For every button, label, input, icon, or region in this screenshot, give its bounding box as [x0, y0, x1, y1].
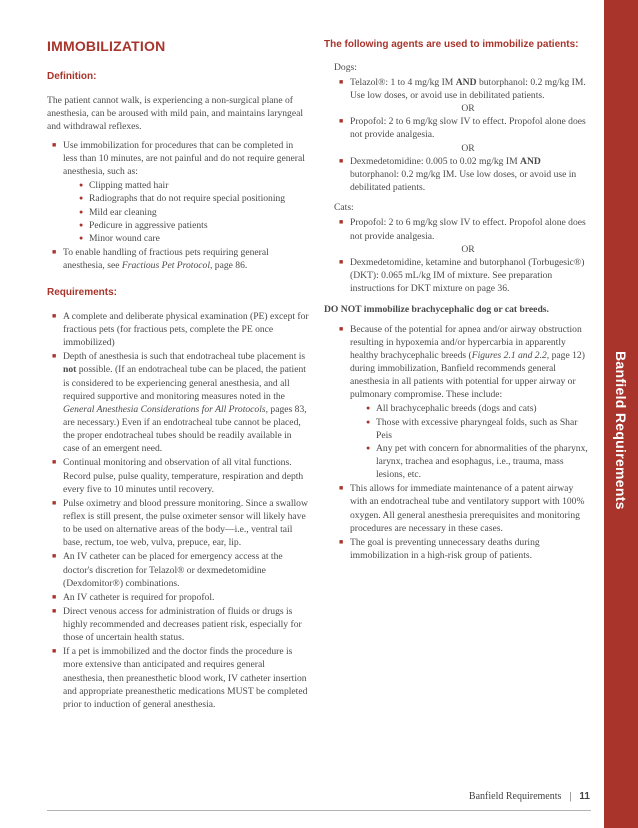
right-column: [324, 30, 588, 563]
requirements-list: [47, 310, 309, 711]
use-intro-item: [47, 139, 309, 245]
req-depth: ■ Depth of anesthesia is such that endotracheal tube placement is not possible. (If an endotracheal tube can be placed, the patient is considered to be experiencing general anesthesia, and all required supportive and monitoring measures noted in the General Anesthesia Considerations for All Protocols, pages 83, are necessary.) Even if an endotracheal tube cannot be placed, the proper endotracheal tubes should be readily available in case of an emergent need.: [47, 350, 309, 455]
definition-heading: Definition:: [47, 71, 97, 82]
brachy-items: [364, 402, 588, 481]
figures-ref: Figures 2.1 and 2.2: [471, 349, 547, 361]
procedure-item: ● Mild ear cleaning: [77, 206, 309, 219]
cat-agents-list: [334, 216, 588, 242]
req-iv-propofol: ■ An IV catheter is required for propofol.: [47, 591, 309, 604]
brachy-reason: ■ Because of the potential for apnea and/or airway obstruction resulting in hypoxemia and/or hypercarbia in apparently healthy brachycephalic breeds (Figures 2.1 and 2.2, page 12) during immobilization, Banfield recommends general anesthesia in all patients with potential for upper airway or pulmonary compromise. These include: ● All brachycephalic breeds (dogs and cats) ● Those with excessive pharyngeal folds, such as Shar Peis ● Any pet with concern for abnormalities of the pharynx, larynx, trachea and esophagus, i.e., trauma, mass lesions, etc.: [334, 323, 588, 482]
req-extensive: ■ If a pet is immobilized and the doctor finds the procedure is more extensive than anticipated and requires general anesthesia, then preanesthetic blood work, IV catheter insertion and appropriate preanesthetic medications MUST be completed prior to induction of general anesthesia.: [47, 645, 309, 711]
dog-telazol: ■ Telazol®: 1 to 4 mg/kg IM AND butorphanol: 0.2 mg/kg IM. Use low doses, or avoid use in debilitated patients.: [334, 76, 588, 102]
page-title: IMMOBILIZATION: [47, 38, 166, 54]
req-iv: ■ An IV catheter can be placed for emergency access at the doctor's discretion for Telazol® or dexmedetomidine (Dexdomitor®) combinations.: [47, 550, 309, 589]
cat-dkt: ■ Dexmedetomidine, ketamine and butorphanol (Torbugesic®) (DKT): 0.065 mL/kg IM of mixture. See preparation instructions for DKT mixture on page 36.: [334, 256, 588, 295]
brachy-item: ● All brachycephalic breeds (dogs and cats): [364, 402, 588, 415]
footer-separator: |: [569, 791, 572, 802]
dog-agents-list: [334, 76, 588, 102]
footer-text: Banfield Requirements: [468, 791, 562, 802]
side-tab: [604, 0, 638, 828]
req-pe: ■ A complete and deliberate physical examination (PE) except for fractious pets (for fractious pets, complete the PE once immobilized): [47, 310, 309, 349]
definition-text: The patient cannot walk, is experiencing a non-surgical plane of anesthesia, can be aroused with mild pain, and maintains laryngeal and withdrawal reflexes.: [47, 94, 304, 132]
or-separator: OR: [461, 102, 475, 114]
req-fluids: ■ Direct venous access for administration of fluids or drugs is highly recommended and decreases patient risk, especially for those of uncertain health status.: [47, 605, 309, 644]
use-intro-text: Use immobilization for procedures that can be completed in less than 10 minutes, are not painful and do not require general anesthesia, such as:: [63, 139, 305, 178]
page-number: 11: [579, 791, 590, 802]
cats-label: Cats:: [334, 202, 354, 214]
procedure-item: ● Minor wound care: [77, 232, 309, 245]
fractious-protocol-ref: Fractious Pet Protocol: [121, 260, 210, 272]
side-tab-label: Banfield Requirements: [613, 350, 629, 510]
brachycephalic-list: [334, 323, 588, 563]
left-column: [47, 30, 309, 712]
req-oximetry: ■ Pulse oximetry and blood pressure monitoring. Since a swallow reflex is still present, the pulse oximeter sensor will likely have to be used on alternative areas of the body—i.e., ventral tail base, rectum, toe web, vulva, prepuce, ear, lip.: [47, 497, 309, 550]
brachy-item: ● Any pet with concern for abnormalities of the pharynx, larynx, trachea and esophagus, i.e., trauma, mass lesions, etc.: [364, 442, 588, 481]
procedure-item: ● Radiographs that do not require special positioning: [77, 192, 309, 205]
use-list: [47, 139, 309, 272]
dog-propofol: ■ Propofol: 2 to 6 mg/kg slow IV to effect. Propofol alone does not provide analgesia.: [334, 115, 588, 141]
fractious-item: ■ To enable handling of fractious pets requiring general anesthesia, see Fractious Pet Protocol, page 86.: [47, 246, 309, 272]
dog-dexmedetomidine: ■ Dexmedetomidine: 0.005 to 0.02 mg/kg IM AND butorphanol: 0.2 mg/kg IM. Use low doses, or avoid use in debilitated patients.: [334, 155, 588, 194]
airway-maintenance: ■ This allows for immediate maintenance of a patent airway with an endotracheal tube and ventilatory support with 100% oxygen. All general anesthesia prerequisites and monitoring procedures are necessary in these cases.: [334, 482, 588, 535]
page-footer: [300, 791, 590, 802]
procedure-item: ● Clipping matted hair: [77, 179, 309, 192]
procedure-list: [77, 179, 309, 245]
dogs-label: Dogs:: [334, 61, 357, 73]
or-separator: OR: [461, 142, 475, 154]
req-monitoring: ■ Continual monitoring and observation of all vital functions. Record pulse, pulse quality, temperature, respiration and depth every five to 10 minutes until recovery.: [47, 456, 309, 495]
brachycephalic-warning: DO NOT immobilize brachycephalic dog or cat breeds.: [324, 303, 549, 315]
or-separator: OR: [461, 243, 475, 255]
goal-statement: ■ The goal is preventing unnecessary deaths during immobilization in a high-risk group of patients.: [334, 536, 588, 562]
footer-rule: [47, 810, 591, 811]
brachy-item: ● Those with excessive pharyngeal folds, such as Shar Peis: [364, 416, 588, 442]
cat-propofol: ■ Propofol: 2 to 6 mg/kg slow IV to effect. Propofol alone does not provide analgesia.: [334, 216, 588, 242]
general-anesthesia-ref: General Anesthesia Considerations for All Protocols: [63, 403, 266, 415]
procedure-item: ● Pedicure in aggressive patients: [77, 219, 309, 232]
agents-heading: The following agents are used to immobilize patients:: [324, 39, 579, 50]
requirements-heading: Requirements:: [47, 287, 118, 299]
